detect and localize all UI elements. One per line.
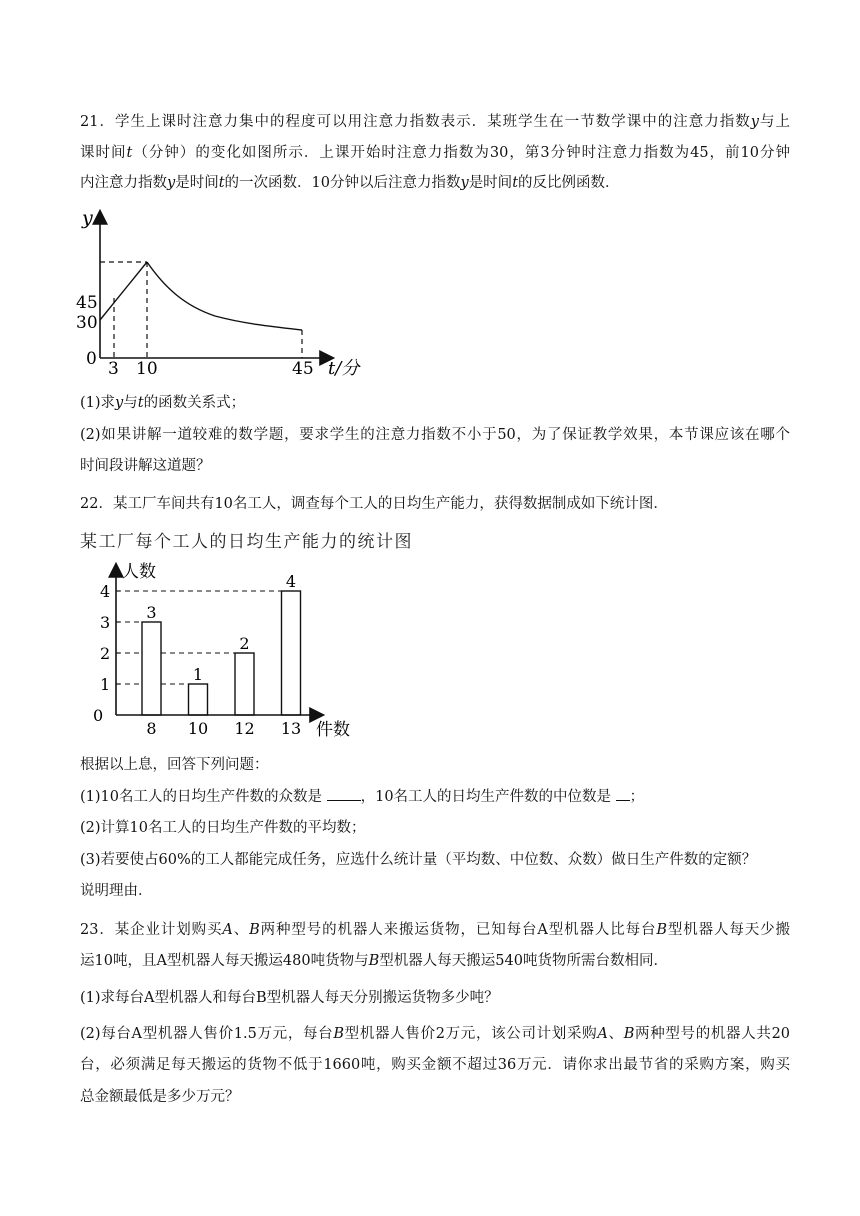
q23-sub-1: (1)求每台A型机器人和每台B型机器人每天分别搬运货物多少吨？ <box>80 990 499 1006</box>
bar-13 <box>282 591 301 715</box>
bar-y-tick-4: 4 <box>100 582 111 601</box>
q21-line-1: 21．学生上课时注意力集中的程度可以用注意力指数表示．某班学生在一节数学课中的注意力指数y与上 <box>80 114 790 130</box>
bar-value-8: 3 <box>146 603 157 622</box>
bar-y-axis-label: 人数 <box>122 562 156 582</box>
bar-value-12: 2 <box>239 634 250 653</box>
q22-sub-3-b: 说明理由． <box>80 883 153 899</box>
q21-line-3: 内注意力指数y是时间t的一次函数．10分钟以后注意力指数y是时间t的反比例函数． <box>80 175 620 191</box>
bar-y-tick-3: 3 <box>100 613 111 632</box>
x-tick-3: 3 <box>108 359 119 379</box>
q23-line-2: 运10吨，且A型机器人每天搬运480吨货物与B型机器人每天搬运540吨货物所需台数相同． <box>80 953 668 969</box>
bar-y-tick-2: 2 <box>100 644 111 663</box>
bar-8 <box>142 622 161 715</box>
bar-12 <box>235 653 254 715</box>
q22-sub-3-a: (3)若要使占60%的工人都能完成任务，应选什么统计量（平均数、中位数、众数）做日生产件数的定额？ <box>80 852 757 868</box>
attention-graph <box>70 198 370 383</box>
q22-sub-2: (2)计算10名工人的日均生产件数的平均数； <box>80 820 366 836</box>
q21-sub-1: (1)求y与t的函数关系式； <box>80 395 246 411</box>
q23-sub-2-a: (2)每台A型机器人售价1.5万元，每台B型机器人售价2万元，该公司计划采购A、B两种型号的机器人共20 <box>80 1026 791 1042</box>
bar-chart <box>80 555 380 745</box>
q21-sub-2-a: (2)如果讲解一道较难的数学题，要求学生的注意力指数不小于50，为了保证教学效果，本节课应该在哪个 <box>80 427 790 443</box>
q22-sub-1: (1)10名工人的日均生产件数的众数是 ，10名工人的日均生产件数的中位数是 ； <box>80 786 790 807</box>
q22-intro: 22．某工厂车间共有10名工人，调查每个工人的日均生产能力，获得数据制成如下统计图． <box>80 496 668 512</box>
bar-category-8: 8 <box>146 719 157 738</box>
q21-line-2: 课时间t（分钟）的变化如图所示．上课开始时注意力指数为30，第3分钟时注意力指数为45，前10分钟 <box>80 145 791 161</box>
answer-blank-median[interactable] <box>616 786 630 801</box>
linear-segment <box>100 262 147 320</box>
reciprocal-curve <box>147 262 302 330</box>
bar-y-tick-1: 1 <box>100 675 111 694</box>
chart-title: 某工厂每个工人的日均生产能力的统计图 <box>80 532 413 552</box>
bar-category-12: 12 <box>234 719 255 738</box>
x-tick-10: 10 <box>136 359 158 379</box>
q22-after: 根据以上息，回答下列问题： <box>80 757 269 773</box>
q23-sub-2-b: 台，必须满足每天搬运的货物不低于1660吨，购买金额不超过36万元．请你求出最节省的采购方案，购买 <box>80 1057 790 1073</box>
bar-10 <box>189 684 208 715</box>
y-axis-label: y <box>82 207 93 229</box>
x-tick-45: 45 <box>292 359 314 379</box>
y-tick-45: 45 <box>76 293 98 313</box>
bar-value-13: 4 <box>285 572 297 591</box>
answer-blank-mode[interactable] <box>327 786 361 801</box>
bar-category-13: 13 <box>280 719 302 738</box>
q21-sub-2-b: 时间段讲解这道题？ <box>80 458 211 474</box>
q23-line-1: 23．某企业计划购买A、B两种型号的机器人来搬运货物，已知每台A型机器人比每台B型机器人每天少搬 <box>80 922 791 938</box>
y-tick-30: 30 <box>76 313 98 333</box>
q23-sub-2-c: 总金额最低是多少万元？ <box>80 1089 240 1105</box>
origin-label: 0 <box>86 349 97 369</box>
bar-category-10: 10 <box>187 719 209 738</box>
bar-y-tick-0: 0 <box>93 706 104 725</box>
bar-x-axis-label: 件数 <box>316 720 350 740</box>
x-axis-label: t/分 <box>328 358 360 379</box>
bar-value-10: 1 <box>192 665 204 684</box>
